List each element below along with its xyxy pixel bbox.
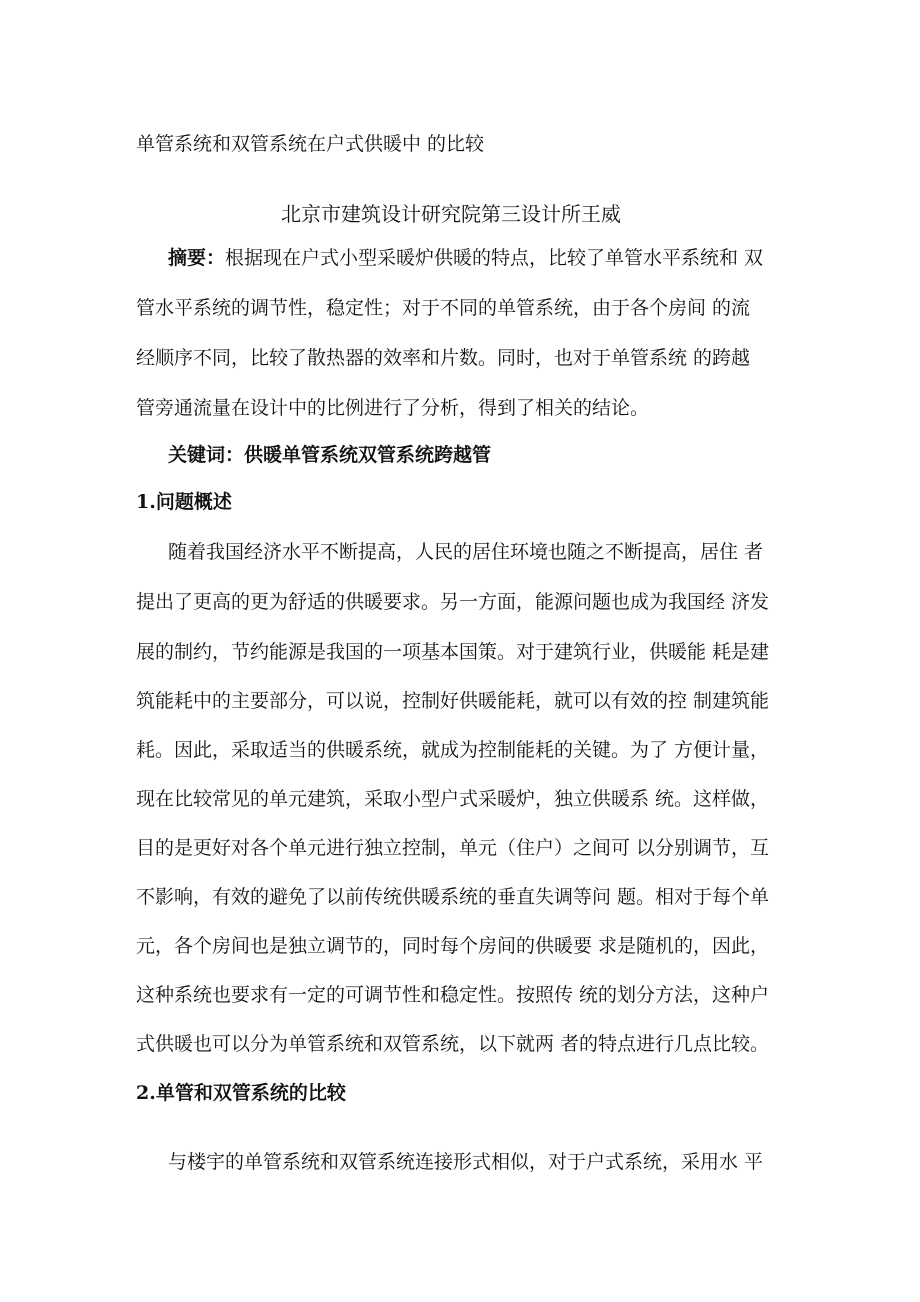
paragraph-line: 随着我国经济水平不断提高，人民的居住环境也随之不断提高，居住 者 xyxy=(168,541,764,563)
abstract-line: 管水平系统的调节性，稳定性；对于不同的单管系统，由于各个房间 的流 xyxy=(136,297,751,319)
paragraph-line: 式供暖也可以分为单管系统和双管系统，以下就两 者的特点进行几点比较。 xyxy=(136,1033,770,1055)
paragraph-line: 现在比较常见的单元建筑，采取小型户式采暖炉，独立供暖系 统。这样做， xyxy=(136,788,770,810)
abstract-line: 管旁通流量在设计中的比例进行了分析，得到了相关的结论。 xyxy=(136,397,650,419)
author-affiliation: 北京市建筑设计研究院第三设计所王威 xyxy=(281,202,621,226)
abstract-line: 经顺序不同，比较了散热器的效率和片数。同时，也对于单管系统 的跨越 xyxy=(136,347,751,369)
paragraph-line: 与楼宇的单管系统和双管系统连接形式相似，对于户式系统，采用水 平 xyxy=(168,1151,764,1173)
abstract-text: 根据现在户式小型采暖炉供暖的特点，比较了单管水平系统和 双 xyxy=(225,247,764,269)
paragraph-line: 不影响，有效的避免了以前传统供暖系统的垂直失调等问 题。相对于每个单 xyxy=(136,886,770,908)
abstract-label: 摘要： xyxy=(168,247,226,269)
paragraph-line: 这种系统也要求有一定的可调节性和稳定性。按照传 统的划分方法，这种户 xyxy=(136,984,770,1006)
section-2-heading: 2.单管和双管系统的比较 xyxy=(136,1082,346,1104)
paragraph-line: 目的是更好对各个单元进行独立控制，单元（住户）之间可 以分别调节，互 xyxy=(136,837,770,859)
paragraph-line: 展的制约，节约能源是我国的一项基本国策。对于建筑行业，供暖能 耗是建 xyxy=(136,641,770,663)
paragraph-line: 筑能耗中的主要部分，可以说，控制好供暖能耗，就可以有效的控 制建筑能 xyxy=(136,690,770,712)
paragraph-line: 元，各个房间也是独立调节的，同时每个房间的供暖要 求是随机的，因此， xyxy=(136,935,770,957)
abstract-line xyxy=(168,246,763,270)
paragraph-line: 耗。因此，采取适当的供暖系统，就成为控制能耗的关键。为了 方便计量， xyxy=(136,739,770,761)
paragraph-line: 提出了更高的更为舒适的供暖要求。另一方面，能源问题也成为我国经 济发 xyxy=(136,591,770,613)
keywords: 关键词：供暖单管系统双管系统跨越管 xyxy=(168,444,492,466)
section-1-heading: 1.问题概述 xyxy=(136,491,232,513)
document-title: 单管系统和双管系统在户式供暖中 的比较 xyxy=(136,133,485,155)
